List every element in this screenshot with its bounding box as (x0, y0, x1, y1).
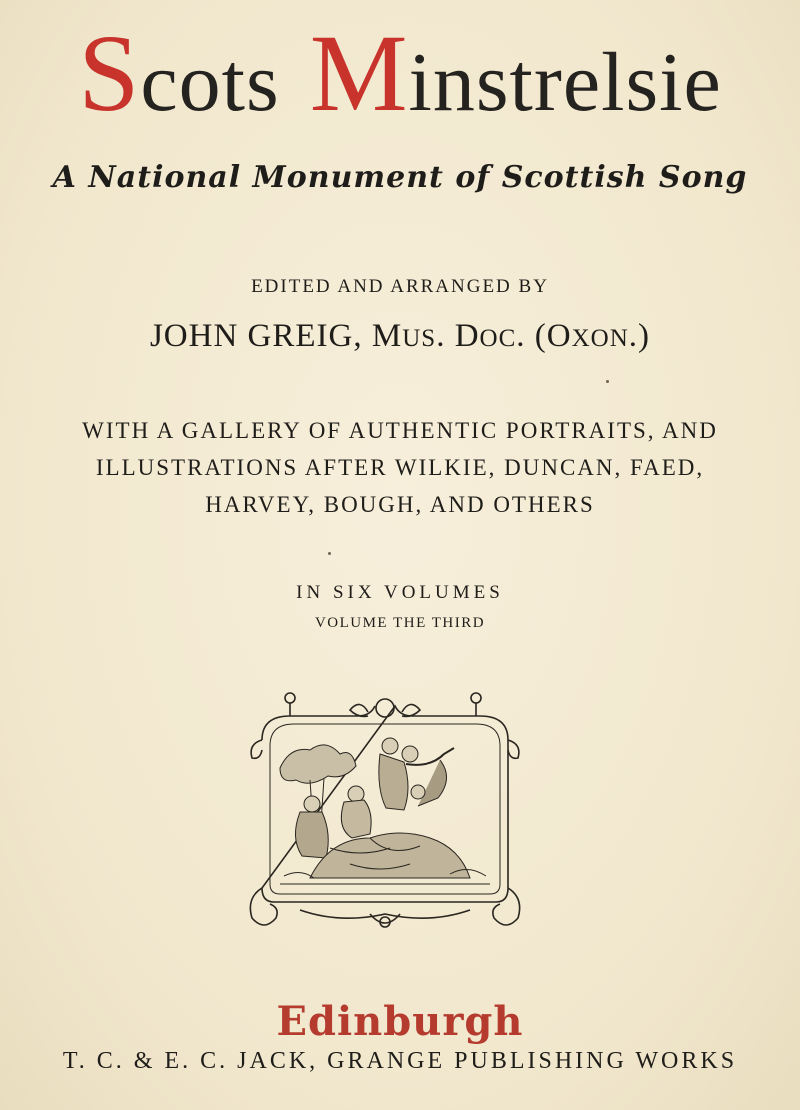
degree-oc: OC (479, 325, 517, 352)
title-initial-s: S (78, 12, 141, 134)
degree-close: .) (628, 318, 651, 354)
degree-o: . (O (516, 318, 572, 354)
title-initial-m: M (309, 12, 409, 134)
editor-name (0, 318, 800, 355)
degree-xon: XON (571, 325, 629, 352)
degree-d: . D (436, 318, 480, 354)
gallery-line-1: WITH A GALLERY OF AUTHENTIC PORTRAITS, AND (82, 418, 718, 443)
title-word-minstrelsie-rest: instrelsie (408, 36, 722, 129)
volume-number: VOLUME THE THIRD (314, 615, 486, 631)
degree-m: M (371, 318, 403, 354)
paper-speck (606, 380, 609, 383)
book-title (0, 12, 800, 134)
gallery-line-2: ILLUSTRATIONS AFTER WILKIE, DUNCAN, FAED, (95, 455, 705, 480)
edited-by-line: EDITED AND ARRANGED BY (251, 276, 549, 297)
engraved-vignette-illustration (240, 688, 530, 944)
volumes-line: IN SIX VOLUMES (296, 582, 504, 603)
paper-speck (328, 552, 331, 555)
title-word-scots-rest: cots (140, 36, 280, 129)
editor-name-text: JOHN GREIG, (149, 318, 372, 354)
gallery-line-3: HARVEY, BOUGH, AND OTHERS (205, 492, 595, 517)
subtitle: A National Monument of Scottish Song (52, 160, 748, 195)
publisher-line: T. C. & E. C. JACK, GRANGE PUBLISHING WORKS (62, 1048, 738, 1074)
degree-us: US (402, 325, 437, 352)
place-of-publication: Edinburgh (276, 998, 524, 1045)
